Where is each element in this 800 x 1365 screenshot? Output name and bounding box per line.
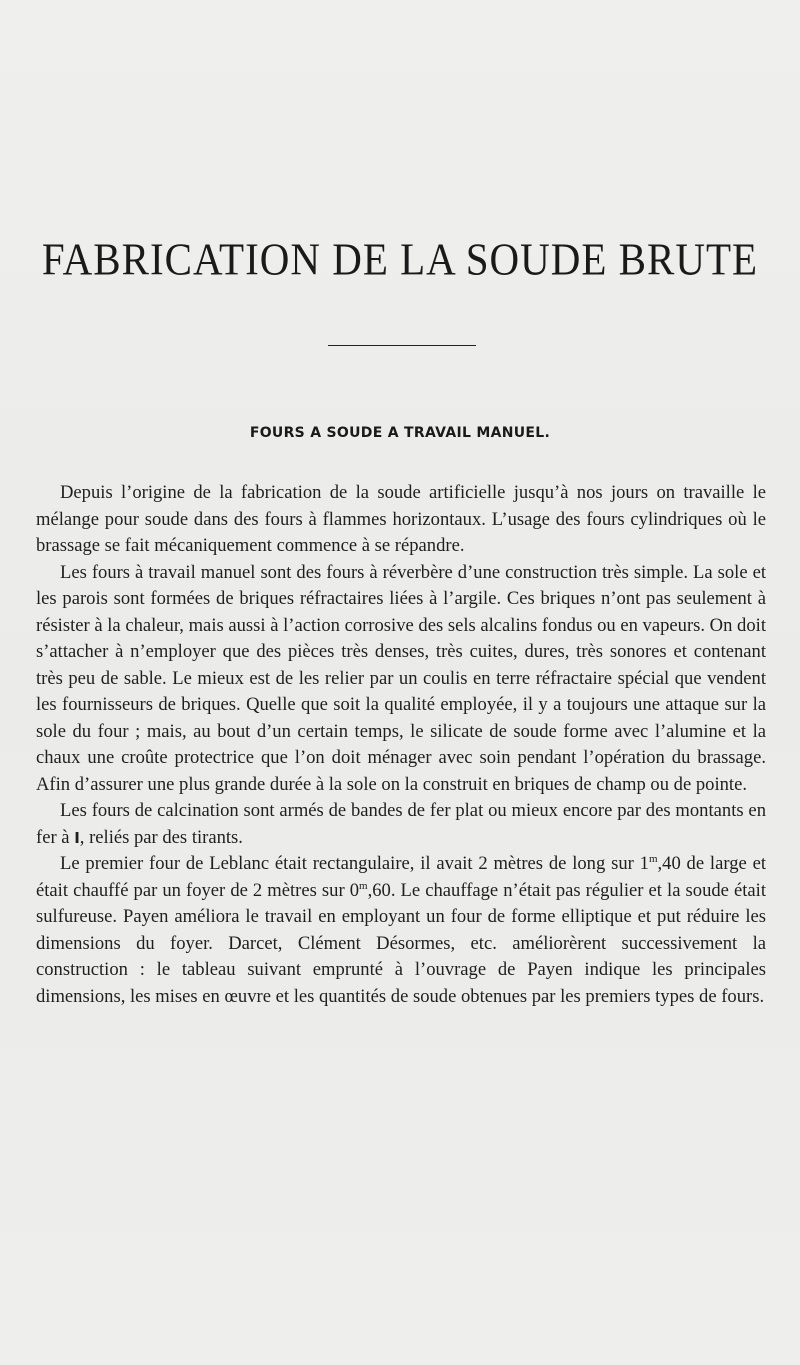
paragraph-4-text-a: Le premier four de Leblanc était rectangulaire, il avait 2 mètres de long sur 1 [60, 853, 649, 874]
paragraph-3-text-a: Les fours de calcination sont armés de bandes de fer plat ou mieux encore par des montants en fer à [36, 800, 766, 848]
title-divider [328, 345, 476, 346]
paragraph-2: Les fours à travail manuel sont des fours à réverbère d’une construction très simple. La sole et les parois sont formées de briques réfractaires liées à l’argile. Ces briques n’ont pas seulement à résister à la chaleur, mais aussi à l’action corrosive des sels alcalins fondus ou en vapeurs. On doit s’attacher à n’employer que des pièces très denses, très cuites, dures, très sonores et contenant très peu de sable. Le mieux est de les relier par un coulis en terre réfractaire spécial que vendent les fournisseurs de briques. Quelle que soit la qualité employée, il y a toujours une attaque sur la sole du four ; mais, au bout d’un certain temps, le silicate de soude forme avec l’alumine et la chaux une croûte protectrice que l’on doit ménager avec soin pendant l’opération du brassage. Afin d’assurer une plus grande durée à la sole on la construit en briques de champ ou de pointe. [36, 561, 766, 795]
paragraph-4 [36, 851, 766, 1010]
unit-superscript-1: m [648, 852, 658, 865]
paragraph-4-text-c: ,60. Le chauffage n’était pas régulier et la soude était sulfureuse. Payen améliora le travail en employant un four de forme elliptique et put réduire les dimensions du foyer. Darcet, Clément Désormes, etc. améliorèrent successivement la construction : le tableau suivant emprunté à l’ouvrage de Payen indique les principales dimensions, les mises en œuvre et les quantités de soude obtenues par les premiers types de fours. [36, 879, 766, 1007]
paragraph-3-text-b: , reliés par des tirants. [79, 826, 243, 848]
page-title: FABRICATION DE LA SOUDE BRUTE [41, 233, 759, 285]
paragraph-1: Depuis l’origine de la fabrication de la soude artificielle jusqu’à nos jours on travaille le mélange pour soude dans des fours à flammes horizontaux. L’usage des fours cylindriques où le brassage se fait mécaniquement commence à se répandre. [36, 482, 766, 556]
i-beam-symbol: I [74, 828, 80, 847]
section-subtitle: FOURS A SOUDE A TRAVAIL MANUEL. [249, 425, 551, 441]
paragraph-4-text-b: ,40 de large et était chauffé par un foyer de 2 mètres sur 0 [36, 853, 766, 901]
paragraph-3 [36, 798, 766, 851]
body-text [36, 480, 766, 1010]
unit-superscript-2: m [359, 879, 368, 892]
